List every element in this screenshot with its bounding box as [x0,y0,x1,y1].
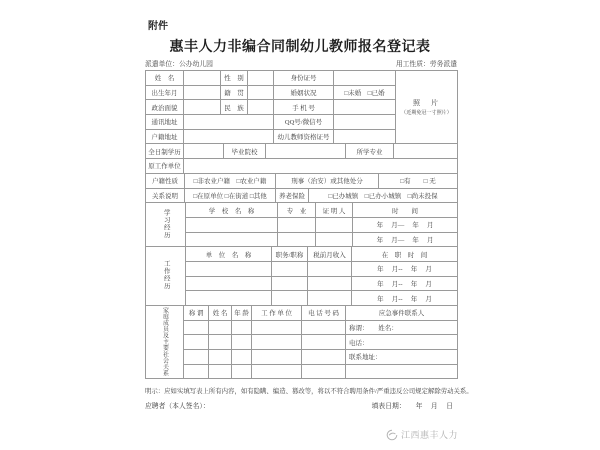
family-relation-cell [184,350,209,365]
qq-wechat-label: QQ号/微信号 [274,115,334,130]
work-position-cell [272,276,308,291]
work-section-label: 工作经历 [146,247,186,306]
former-employer-row-table [145,158,458,174]
family-relation-header: 称 谓 [184,306,209,321]
basic-info-table [145,70,458,144]
family-age-header: 年 龄 [232,306,252,321]
family-relation-cell [184,320,209,335]
former-employer-value-cell [184,159,458,174]
table-row [146,364,458,379]
study-period-cell: 年 月— 年 月 [353,232,458,247]
form-title: 惠丰人力非编合同制幼儿教师报名登记表 [169,40,431,55]
address-value-cell [184,115,274,130]
family-name-cell [209,364,232,379]
relation-label: 关系说明 [146,188,185,203]
study-witness-cell [316,232,353,247]
political-value-cell [184,100,221,115]
work-history-table [145,246,458,306]
photo-note: （近期免冠一寸照片） [401,110,452,116]
criminal-options: □有 □ 无 [379,173,458,188]
table-row [146,217,458,232]
notice-text: 明示：应如实填写表上所有内容，如有隐瞒、编造、篡改等，将以不符合聘用条件/严重违反公司规定解除劳动关系。 [145,388,473,395]
household-addr-value-cell [184,129,274,144]
work-income-cell [308,261,352,276]
footer-logo-icon [386,429,398,441]
family-name-header: 姓 名 [209,306,232,321]
household-addr-label: 户籍地址 [146,129,184,144]
family-age-cell [232,364,252,379]
major-label: 所学专业 [346,144,394,159]
footer-logo [386,428,458,441]
table-row [146,335,458,350]
family-unit-cell [252,335,302,350]
work-income-cell [308,291,352,306]
emergency-contact-empty-cell [346,364,458,379]
family-unit-header: 工 作 单 位 [252,306,302,321]
study-time-header: 时 间 [353,203,458,218]
mobile-value-cell [334,100,396,115]
emergency-contact-line2: 电话： [346,335,458,350]
fulltime-edu-value-cell [184,144,224,159]
study-school-cell [186,217,278,232]
political-label: 政治面貌 [146,100,184,115]
dispatch-unit-label: 派遣单位：公办幼儿园 [145,61,213,68]
family-age-cell [232,335,252,350]
family-unit-cell [252,364,302,379]
family-name-cell [209,335,232,350]
family-name-cell [209,350,232,365]
id-number-value-cell [334,71,396,86]
teacher-cert-label: 幼儿教师资格证号 [274,129,334,144]
address-label: 通讯地址 [146,115,184,130]
pension-options: □已办城镇 □已办小城镇 □尚未投保 [309,188,458,203]
table-row [146,320,458,335]
work-unit-cell [186,291,272,306]
family-phone-cell [302,350,346,365]
gender-value-cell [248,71,274,86]
name-label: 姓 名 [146,71,184,86]
table-row [146,188,458,203]
qq-wechat-value-cell [334,115,396,130]
study-period-cell: 年 月— 年 月 [353,217,458,232]
employment-nature-label: 用工性质：劳务派遣 [395,61,457,68]
work-unit-header: 单 位 名 称 [186,247,272,262]
school-value-cell [266,144,346,159]
study-witness-cell [316,217,353,232]
date-blanks: 年 月 日 [415,403,453,410]
registration-form [145,70,457,379]
work-position-header: 职务/职称 [272,247,308,262]
study-school-header: 学 校 名 称 [186,203,278,218]
study-witness-header: 证 明 人 [316,203,353,218]
native-place-value-cell [248,85,274,100]
table-row [146,276,458,291]
family-unit-cell [252,350,302,365]
family-section-label: 家庭成员及主要社会关系 [146,306,184,379]
former-employer-label: 原工作单位 [146,159,184,174]
table-row [146,232,458,247]
work-position-cell [272,261,308,276]
emergency-contact-line3: 联系地址： [346,350,458,365]
attachment-label: 附件 [148,21,168,32]
table-row [146,203,458,218]
work-income-cell [308,276,352,291]
study-section-label: 学习经历 [146,203,186,247]
study-major-cell [278,232,316,247]
photo-cell [396,71,458,144]
ethnicity-label: 民 族 [221,100,248,115]
hukou-type-label: 户籍性质 [146,173,185,188]
work-period-cell: 年 月-- 年 月 [352,261,458,276]
family-phone-cell [302,320,346,335]
table-row [146,71,458,86]
family-relation-cell [184,335,209,350]
date-label: 填表日期： [371,403,406,410]
mobile-label: 手 机 号 [274,100,334,115]
work-tenure-header: 在 职 时 间 [352,247,458,262]
family-age-cell [232,320,252,335]
table-row [146,350,458,365]
table-row [146,159,458,174]
work-unit-cell [186,276,272,291]
table-row [146,173,458,188]
major-value-cell [394,144,458,159]
school-label: 毕业院校 [224,144,266,159]
table-row [146,291,458,306]
work-position-cell [272,291,308,306]
family-phone-header: 电 话 号 码 [302,306,346,321]
birth-label: 出生年月 [146,85,184,100]
signature-label: 应聘者（本人签名）： [145,403,210,410]
emergency-contact-line1: 称谓： 姓名： [346,320,458,335]
family-relation-cell [184,364,209,379]
table-row [146,261,458,276]
study-major-header: 专 业 [278,203,316,218]
family-age-cell [232,350,252,365]
ethnicity-value-cell [248,100,274,115]
pension-label: 养老保险 [276,188,309,203]
table-row [146,144,458,159]
work-period-cell: 年 月-- 年 月 [352,291,458,306]
gender-label: 性 别 [221,71,248,86]
hukou-row-table [145,173,458,189]
teacher-cert-value-cell [334,129,396,144]
study-history-table [145,202,458,247]
native-place-label: 籍 贯 [221,85,248,100]
work-period-cell: 年 月-- 年 月 [352,276,458,291]
footer-logo-text: 江西惠丰人力 [401,430,459,440]
education-row-table [145,143,458,159]
family-name-cell [209,320,232,335]
study-school-cell [186,232,278,247]
fulltime-edu-label: 全日制学历 [146,144,184,159]
criminal-label: 刑事（治安）或其他处分 [276,173,379,188]
marital-options: □未婚 □已婚 [334,85,396,100]
relation-row-table [145,188,458,204]
family-phone-cell [302,364,346,379]
date-part [372,400,453,410]
relation-options: □在原单位 □在街道 □其他 [185,188,276,203]
hukou-options: □非农业户籍 □农业户籍 [185,173,276,188]
photo-title: 照 片 [413,99,440,108]
table-row [146,247,458,262]
work-unit-cell [186,261,272,276]
marital-label: 婚姻状况 [274,85,334,100]
family-phone-cell [302,335,346,350]
family-emergency-header: 应急事件联系人 [346,306,458,321]
birth-value-cell [184,85,221,100]
work-income-header: 税前月收入 [308,247,352,262]
family-table [145,305,458,379]
table-row [146,306,458,321]
family-unit-cell [252,320,302,335]
study-major-cell [278,217,316,232]
form-subline [145,58,457,68]
id-number-label: 身份证号 [274,71,334,86]
name-value-cell [184,71,221,86]
signature-row [145,400,453,410]
